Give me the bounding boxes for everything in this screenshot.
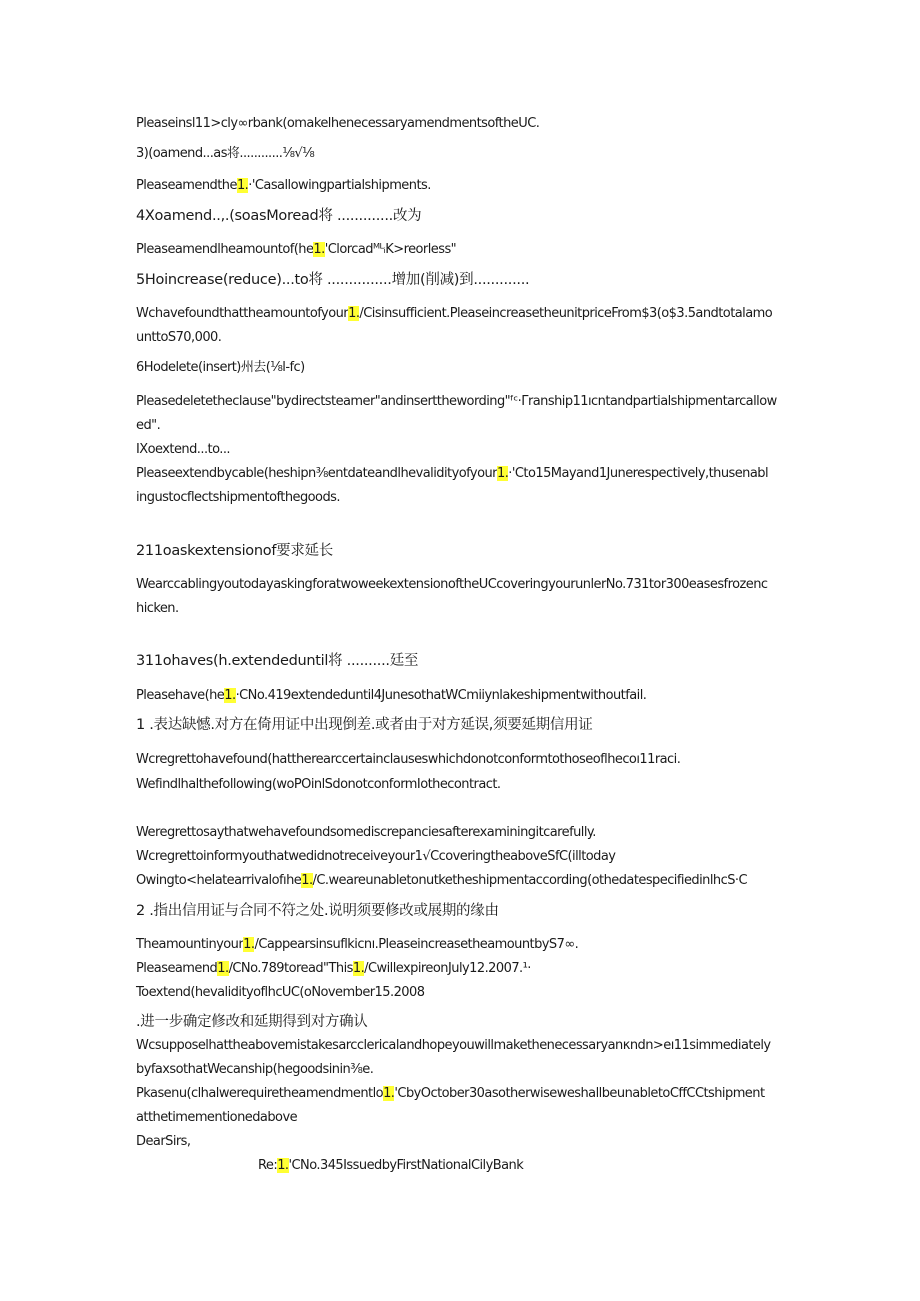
text-line [136, 418, 796, 434]
text-run: Pleaseamendlheamountof(he [136, 242, 314, 257]
text-run: 311ohaves(h.extendeduntil将 ..........廷至 [136, 653, 419, 669]
text-run: Wchavefoundthattheamountofyour [136, 306, 349, 321]
text-line [258, 1158, 918, 1174]
text-run: Pleasedeletetheclause"bydirectsteamer"andinsertthewording"ᶠᶜ·Γranship11ıcntandpartialshipmentarcallow [136, 394, 777, 409]
text-run: Re: [258, 1158, 278, 1173]
text-run: ·'Casallowingpartialshipments. [248, 178, 431, 193]
text-run: Pkasenu(clhalwerequiretheamendmentlo [136, 1086, 384, 1101]
text-run: Pleaseinsl11>cly∞rbank(omakelhenecessaryamendmentsoftheUC. [136, 116, 540, 131]
text-run: 4Xoamend..,.(soasMoread将 .............改为 [136, 208, 422, 224]
text-run: unttoS70,000. [136, 330, 222, 345]
text-run: Wefindlhalthefollowing(woPOinlSdonotconformIothecontract. [136, 777, 501, 792]
text-run: IXoextend...to... [136, 442, 231, 457]
highlighted-text: 1. [352, 961, 365, 976]
text-line [136, 1062, 796, 1078]
text-line [136, 752, 796, 768]
highlighted-text: 1. [348, 306, 360, 321]
text-run: Wcsupposelhattheabovemistakesarcclericalandhopeyouwillmakethenecessaryanκndn>eı11simmediately [136, 1038, 771, 1053]
text-line [136, 961, 796, 977]
text-run: /CNo.789toread"This [228, 961, 353, 976]
text-run: /C.weareunabletonutketheshipmentaccording(othedatespecifiedinlhcS·C [312, 873, 748, 888]
text-line [136, 873, 796, 889]
text-run: DearSirs, [136, 1134, 191, 1149]
text-run: Pleaseamendthe [136, 178, 237, 193]
text-line [136, 306, 796, 322]
text-line [136, 490, 796, 506]
text-run: ·CNo.419extendeduntil4JunesothatWCmiiynlakeshipmentwithoutfail. [235, 688, 647, 703]
text-line [136, 330, 796, 346]
text-line [136, 717, 796, 733]
text-run: Owingto<helatearrivalofıhe [136, 873, 302, 888]
text-line [136, 394, 796, 410]
text-run: Theamountinyour [136, 937, 244, 952]
highlighted-text: 1. [301, 873, 313, 888]
text-run: /CwillexpireonJuly12.2007.¹· [364, 961, 531, 976]
text-run: 'CNo.345IssuedbyFirstNationalCilyBank [288, 1158, 524, 1173]
text-run: hicken. [136, 601, 179, 616]
text-line [136, 825, 796, 841]
text-run: Pleaseextendbycable(heshipn⅜entdateandlhevalidityofyour [136, 466, 497, 481]
text-line [136, 442, 796, 458]
text-line [136, 849, 796, 865]
highlighted-text: 1. [243, 937, 255, 952]
text-run: atthetimementionedabove [136, 1110, 298, 1125]
text-line [136, 360, 796, 376]
text-run: Wcregrettohavefound(hattherearccertainclauseswhichdonotconformtothoseoflhecoı11raci. [136, 752, 681, 767]
text-line [136, 178, 796, 194]
text-run: 211oaskextensionof要求延长 [136, 543, 333, 559]
text-run: 1 .表达缺憾.对方在倚用证中出现倒差.或者由于对方延误,须要延期信用证 [136, 717, 593, 733]
highlighted-text: 1. [383, 1086, 395, 1101]
text-run: .进一步确定修改和延期得到对方确认 [136, 1014, 368, 1030]
text-run: 'CbyOctober30asotherwiseweshallbeunabletoCffCCtshipment [394, 1086, 765, 1101]
text-run: ingustocflectshipmentofthegoods. [136, 490, 340, 505]
highlighted-text: 1. [224, 688, 236, 703]
text-run: /Cappearsinsuflkicnı.PleaseincreasetheamountbyS7∞. [254, 937, 579, 952]
text-line [136, 688, 796, 704]
text-run: 5Hoincrease(reduce)...to将 ...............增加(削减)到............. [136, 272, 530, 288]
highlighted-text: 1. [496, 466, 509, 481]
text-line [136, 272, 796, 288]
text-run: 6Hodelete(insert)州去(⅛l-fc) [136, 360, 305, 375]
text-line [136, 653, 796, 669]
text-line [136, 777, 796, 793]
text-run: 'ClorcadᴹᴸᵢK>reorless" [324, 242, 457, 257]
text-line [136, 1134, 796, 1150]
text-run: WearccablingyoutodayaskingforatwoweekextensionoftheUCcoveringyourunlerNo.731tor300easesfrozenc [136, 577, 768, 592]
text-run: byfaxsothatWecanship(hegoodsinin⅜e. [136, 1062, 374, 1077]
text-run: 2 .指出信用证与合同不符之处.说明须要修改或展期的缘由 [136, 903, 499, 919]
highlighted-text: 1. [277, 1158, 289, 1173]
text-line [136, 601, 796, 617]
text-line [136, 937, 796, 953]
highlighted-text: 1. [217, 961, 229, 976]
text-line [136, 1110, 796, 1126]
text-line [136, 543, 796, 559]
highlighted-text: 1. [236, 178, 249, 193]
highlighted-text: 1. [313, 242, 325, 257]
text-line [136, 903, 796, 919]
text-line [136, 208, 796, 224]
text-run: Pleasehave(he [136, 688, 225, 703]
text-line [136, 116, 796, 132]
text-line [136, 1086, 796, 1102]
text-run: Weregrettosaythatwehavefoundsomediscrepanciesafterexaminingitcarefully. [136, 825, 596, 840]
text-run: /Cisinsufficient.PleaseincreasetheunitpriceFrom$3(o$3.5andtotalamo [359, 306, 773, 321]
text-run: ·'Cto15Mayand1Junerespectively,thusenabl [508, 466, 769, 481]
text-run: Toextend(hevalidityoflhcUC(oNovember15.2008 [136, 985, 425, 1000]
text-run: 3)(oamend...as将............⅛√⅛ [136, 146, 315, 161]
text-line [136, 1038, 796, 1054]
text-line [136, 577, 796, 593]
text-run: Pleaseamend [136, 961, 218, 976]
text-line [136, 146, 796, 162]
text-line [136, 1014, 796, 1030]
text-run: Wcregrettoinformyouthatwedidnotreceiveyour1√CcoveringtheaboveSfC(illtoday [136, 849, 616, 864]
text-run: ed". [136, 418, 161, 433]
text-line [136, 985, 796, 1001]
text-line [136, 466, 796, 482]
text-line [136, 242, 796, 258]
